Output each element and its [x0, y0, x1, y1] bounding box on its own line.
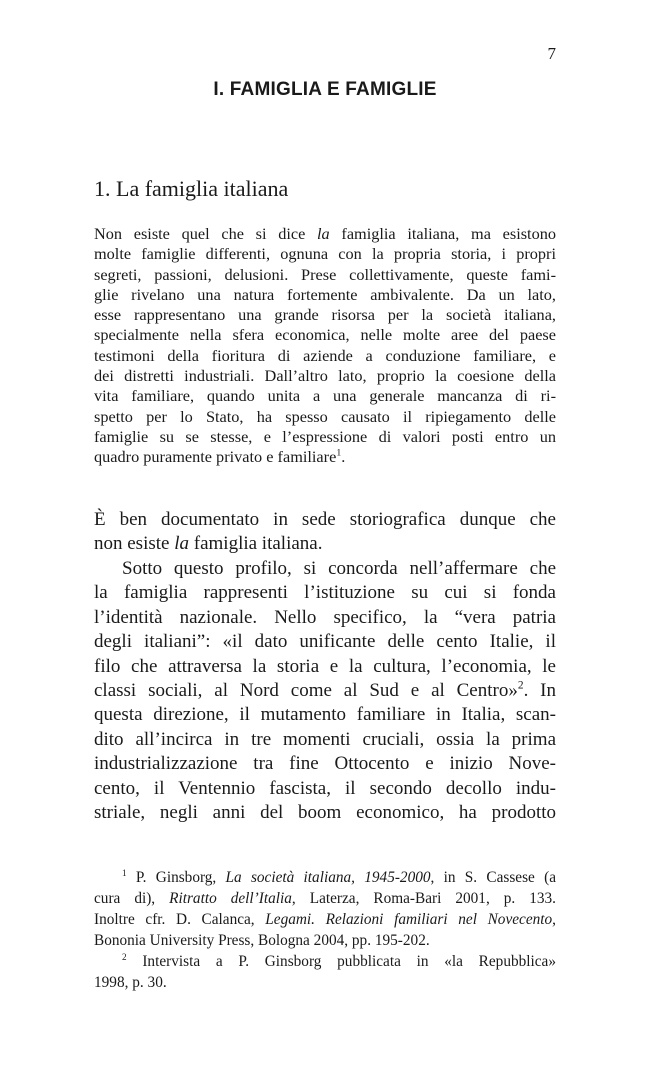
text-line: glie rivelano una natura fortemente ambivalente. Da un lato,	[94, 284, 556, 304]
italic-text: la	[317, 224, 330, 243]
text-line: dito all’incirca in tre momenti cruciali, ossia la prima	[94, 728, 556, 750]
footnotes	[94, 867, 556, 993]
chapter-title: I. FAMIGLIA E FAMIGLIE	[213, 79, 437, 100]
paragraph-2	[94, 508, 556, 557]
text-line: vita familiare, quando unita a una generale mancanza di ri-	[94, 386, 556, 406]
text-line: l’identità nazionale. Nello specifico, la “vera patria	[94, 606, 556, 628]
paragraph-1	[94, 224, 556, 468]
footnote-ref: 2	[517, 679, 524, 692]
text-line: esse rappresentano una grande risorsa per la società italiana,	[94, 305, 556, 325]
text-line: Sotto questo profilo, si concorda nell’affermare che	[122, 558, 556, 579]
text-line: $^2$ Intervista a P. Ginsborg pubblicata in «la Repubblica»	[122, 951, 556, 970]
text-line: molte famiglie differenti, ognuna con la propria storia, i propri	[94, 244, 556, 264]
text-line: classi sociali, al Nord come al Sud e al Centro»$^2$. In	[94, 679, 557, 702]
section-title: 1. La famiglia italiana	[94, 176, 289, 201]
footnote-ref: 2	[122, 951, 127, 962]
text-line: È ben documentato in sede storiografica dunque che	[94, 509, 556, 530]
text-line: quadro puramente privato e familiare$^1$.	[94, 447, 346, 467]
text-line: degli italiani”: «il dato unificante delle cento Italie, il	[94, 631, 556, 653]
text-line: 1998, p. 30.	[94, 974, 167, 991]
text-line: cento, il Ventennio fascista, il secondo decollo indu-	[94, 777, 556, 799]
page-number: 7	[547, 44, 556, 63]
footnote-ref: 1	[336, 447, 342, 459]
italic-text: La società italiana, 1945-2000	[225, 869, 431, 886]
text-line: dei distretti industriali. Dall’altro lato, proprio la coesione della	[94, 366, 556, 386]
text-line: filo che attraversa la storia e la cultura, l’economia, le	[94, 655, 556, 677]
text-line: Inoltre cfr. D. Calanca, Legami. Relazioni familiari nel Novecento,	[94, 911, 556, 928]
italic-text: Ritratto dell’Italia	[169, 890, 292, 907]
text-line: Non esiste quel che si dice la famiglia italiana, ma esistono	[94, 224, 557, 243]
text-line: industrializzazione tra fine Ottocento e inizio Nove-	[94, 753, 556, 775]
text-line: segreti, passioni, delusioni. Prese collettivamente, queste fami-	[94, 264, 556, 284]
text-line: Bononia University Press, Bologna 2004, pp. 195-202.	[94, 932, 430, 949]
text-line: la famiglia rappresenti l’istituzione su cui si fonda	[94, 582, 556, 604]
footnote-ref: 1	[122, 867, 127, 878]
text-line: questa direzione, il mutamento familiare in Italia, scan-	[94, 704, 556, 726]
italic-text: Legami. Relazioni familiari nel Novecento	[265, 911, 553, 928]
text-line: $^1$ P. Ginsborg, La società italiana, 1945-2000, in S. Cassese (a	[122, 867, 556, 886]
text-line: testimoni della fioritura di aziende a conduzione familiare, e	[94, 345, 556, 365]
italic-text: la	[174, 533, 189, 555]
text-line: cura di), Ritratto dell’Italia, Laterza, Roma-Bari 2001, p. 133.	[94, 890, 557, 907]
text-line: non esiste la famiglia italiana.	[94, 533, 323, 555]
text-line: famiglie su se stesse, e l’espressione di valori posti entro un	[94, 426, 556, 446]
paragraph-3	[94, 557, 556, 825]
text-line: striale, negli anni del boom economico, ha prodotto	[94, 802, 556, 824]
text-line: spetto per lo Stato, ha spesso causato il ripiegamento delle	[94, 406, 556, 426]
text-line: specialmente nella sfera economica, nelle molte aree del paese	[94, 325, 556, 345]
